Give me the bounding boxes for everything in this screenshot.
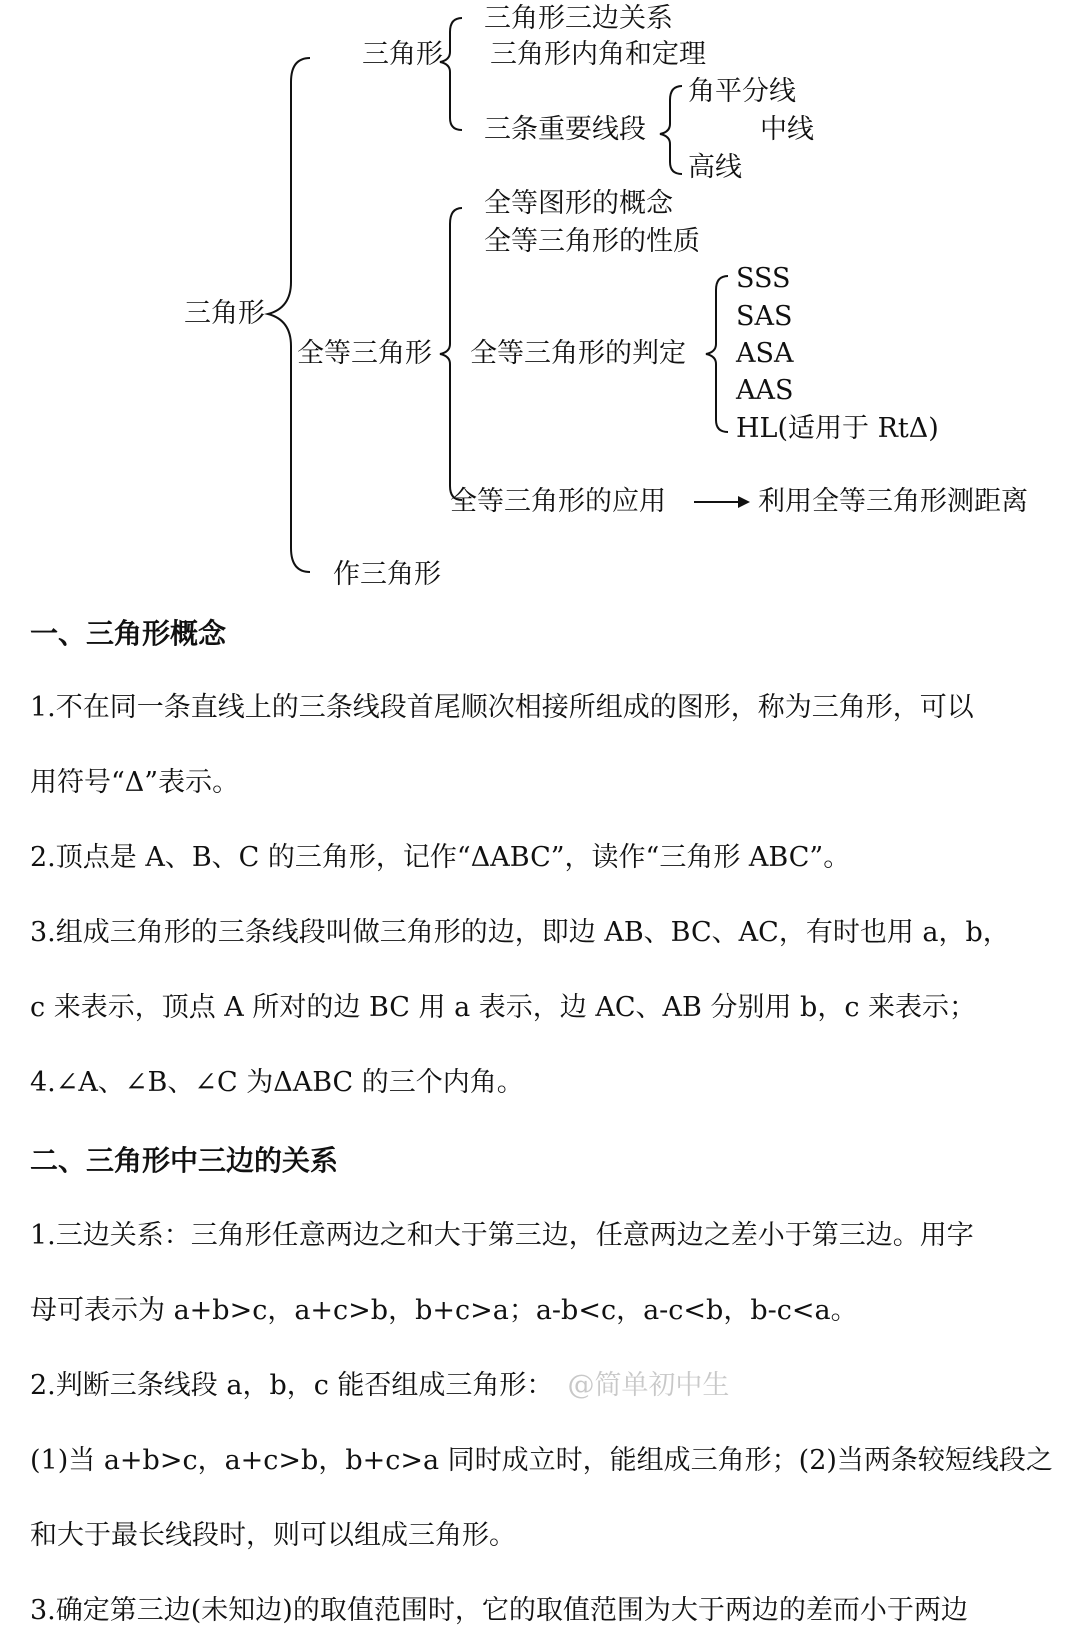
- root-bracket: [268, 58, 310, 572]
- section1-item: c 来表示，顶点 A 所对的边 BC 用 a 表示，边 AC、AB 分别用 b，c 来表示；: [30, 992, 977, 1023]
- criterion-sas: SAS: [736, 301, 793, 332]
- triangle-child-sides: 三角形三边关系: [484, 3, 673, 34]
- triangle-child-angles: 三角形内角和定理: [490, 39, 706, 70]
- section1-item: 用符号“Δ”表示。: [30, 767, 240, 798]
- section2-item: 和大于最长线段时，则可以组成三角形。: [30, 1520, 516, 1551]
- section2-item-with-watermark: [30, 1368, 729, 1404]
- congruent-bracket: [440, 208, 462, 500]
- segment-bisector: 角平分线: [688, 76, 796, 107]
- section1-item: 3.组成三角形的三条线段叫做三角形的边，即边 AB、BC、AC，有时也用 a，b，: [30, 917, 1010, 948]
- criterion-asa: ASA: [736, 338, 794, 369]
- triangle-child-segments: 三条重要线段: [484, 114, 646, 145]
- criteria-bracket: [706, 276, 728, 432]
- mindmap-brackets: [0, 0, 1080, 620]
- application-arrow-head: [738, 496, 750, 508]
- segment-altitude: 高线: [688, 152, 742, 183]
- congruent-criteria: 全等三角形的判定: [470, 338, 686, 369]
- criterion-sss: SSS: [736, 263, 791, 294]
- section2-item: (1)当 a+b>c，a+c>b，b+c>a 同时成立时，能组成三角形；(2)当两条较短线段之: [30, 1445, 1053, 1476]
- section2-item: 1.三边关系：三角形任意两边之和大于第三边，任意两边之差小于第三边。用字: [30, 1220, 974, 1251]
- congruent-property: 全等三角形的性质: [484, 226, 700, 257]
- branch-triangle: 三角形: [362, 39, 443, 70]
- section1-item: 2.顶点是 A、B、C 的三角形，记作“ΔABC”，读作“三角形 ABC”。: [30, 842, 851, 873]
- section1-item: 4.∠A、∠B、∠C 为ΔABC 的三个内角。: [30, 1067, 524, 1098]
- criterion-hl: HL(适用于 RtΔ): [736, 413, 939, 444]
- section1-item: 1.不在同一条直线上的三条线段首尾顺次相接所组成的图形，称为三角形，可以: [30, 692, 974, 723]
- section1-heading: 一、三角形概念: [30, 617, 227, 650]
- triangle-bracket: [440, 18, 462, 130]
- congruent-application: 全等三角形的应用: [450, 486, 666, 517]
- criterion-aas: AAS: [736, 375, 794, 406]
- watermark: @简单初中生: [567, 1370, 730, 1401]
- mindmap-root: 三角形: [184, 298, 265, 329]
- branch-construct: 作三角形: [333, 559, 441, 590]
- segment-median: 中线: [760, 114, 814, 145]
- congruent-concept: 全等图形的概念: [484, 188, 673, 219]
- section2-heading: 二、三角形中三边的关系: [30, 1144, 339, 1177]
- branch-congruent: 全等三角形: [297, 338, 432, 369]
- section2-item: 母可表示为 a+b>c，a+c>b，b+c>a；a-b<c，a-c<b，b-c<a。: [30, 1295, 858, 1326]
- section2-item: 2.判断三条线段 a，b，c 能否组成三角形：: [30, 1370, 554, 1401]
- section2-item: 3.确定第三边(未知边)的取值范围时，它的取值范围为大于两边的差而小于两边: [30, 1595, 968, 1626]
- segments-bracket: [660, 86, 682, 174]
- application-result: 利用全等三角形测距离: [758, 486, 1028, 517]
